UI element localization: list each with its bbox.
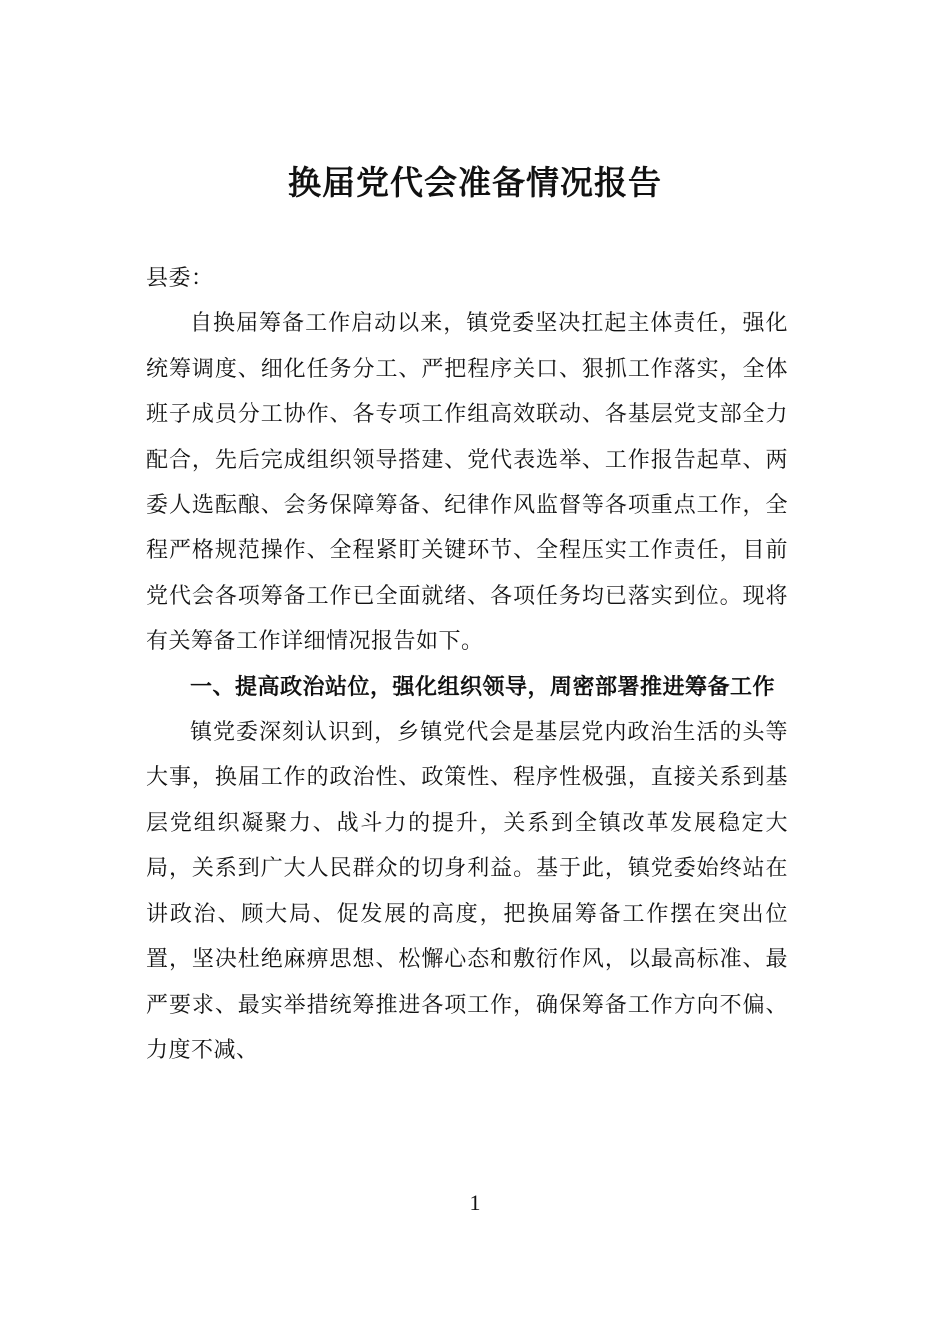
document-body [146, 256, 788, 1073]
section-1-paragraph: 镇党委深刻认识到，乡镇党代会是基层党内政治生活的头等大事，换届工作的政治性、政策性、程序性极强，直接关系到基层党组织凝聚力、战斗力的提升，关系到全镇改革发展稳定大局，关系到广大人民群众的切身利益。基于此，镇党委始终站在讲政治、顾大局、促发展的高度，把换届筹备工作摆在突出位置，坚决杜绝麻痹思想、松懈心态和敷衍作风，以最高标准、最严要求、最实举措统筹推进各项工作，确保筹备工作方向不偏、力度不减、 [146, 720, 788, 1063]
intro-paragraph: 自换届筹备工作启动以来，镇党委坚决扛起主体责任，强化统筹调度、细化任务分工、严把程序关口、狠抓工作落实，全体班子成员分工协作、各专项工作组高效联动、各基层党支部全力配合，先后完成组织领导搭建、党代表选举、工作报告起草、两委人选酝酿、会务保障筹备、纪律作风监督等各项重点工作，全程严格规范操作、全程紧盯关键环节、全程压实工作责任，目前党代会各项筹备工作已全面就绪、各项任务均已落实到位。现将有关筹备工作详细情况报告如下。 [146, 311, 788, 655]
document-title: 换届党代会准备情况报告 [288, 163, 662, 202]
page-number: 1 [469, 1190, 481, 1215]
salutation: 县委： [146, 266, 214, 291]
section-1-heading: 一、提高政治站位，强化组织领导，周密部署推进筹备工作 [190, 674, 776, 700]
